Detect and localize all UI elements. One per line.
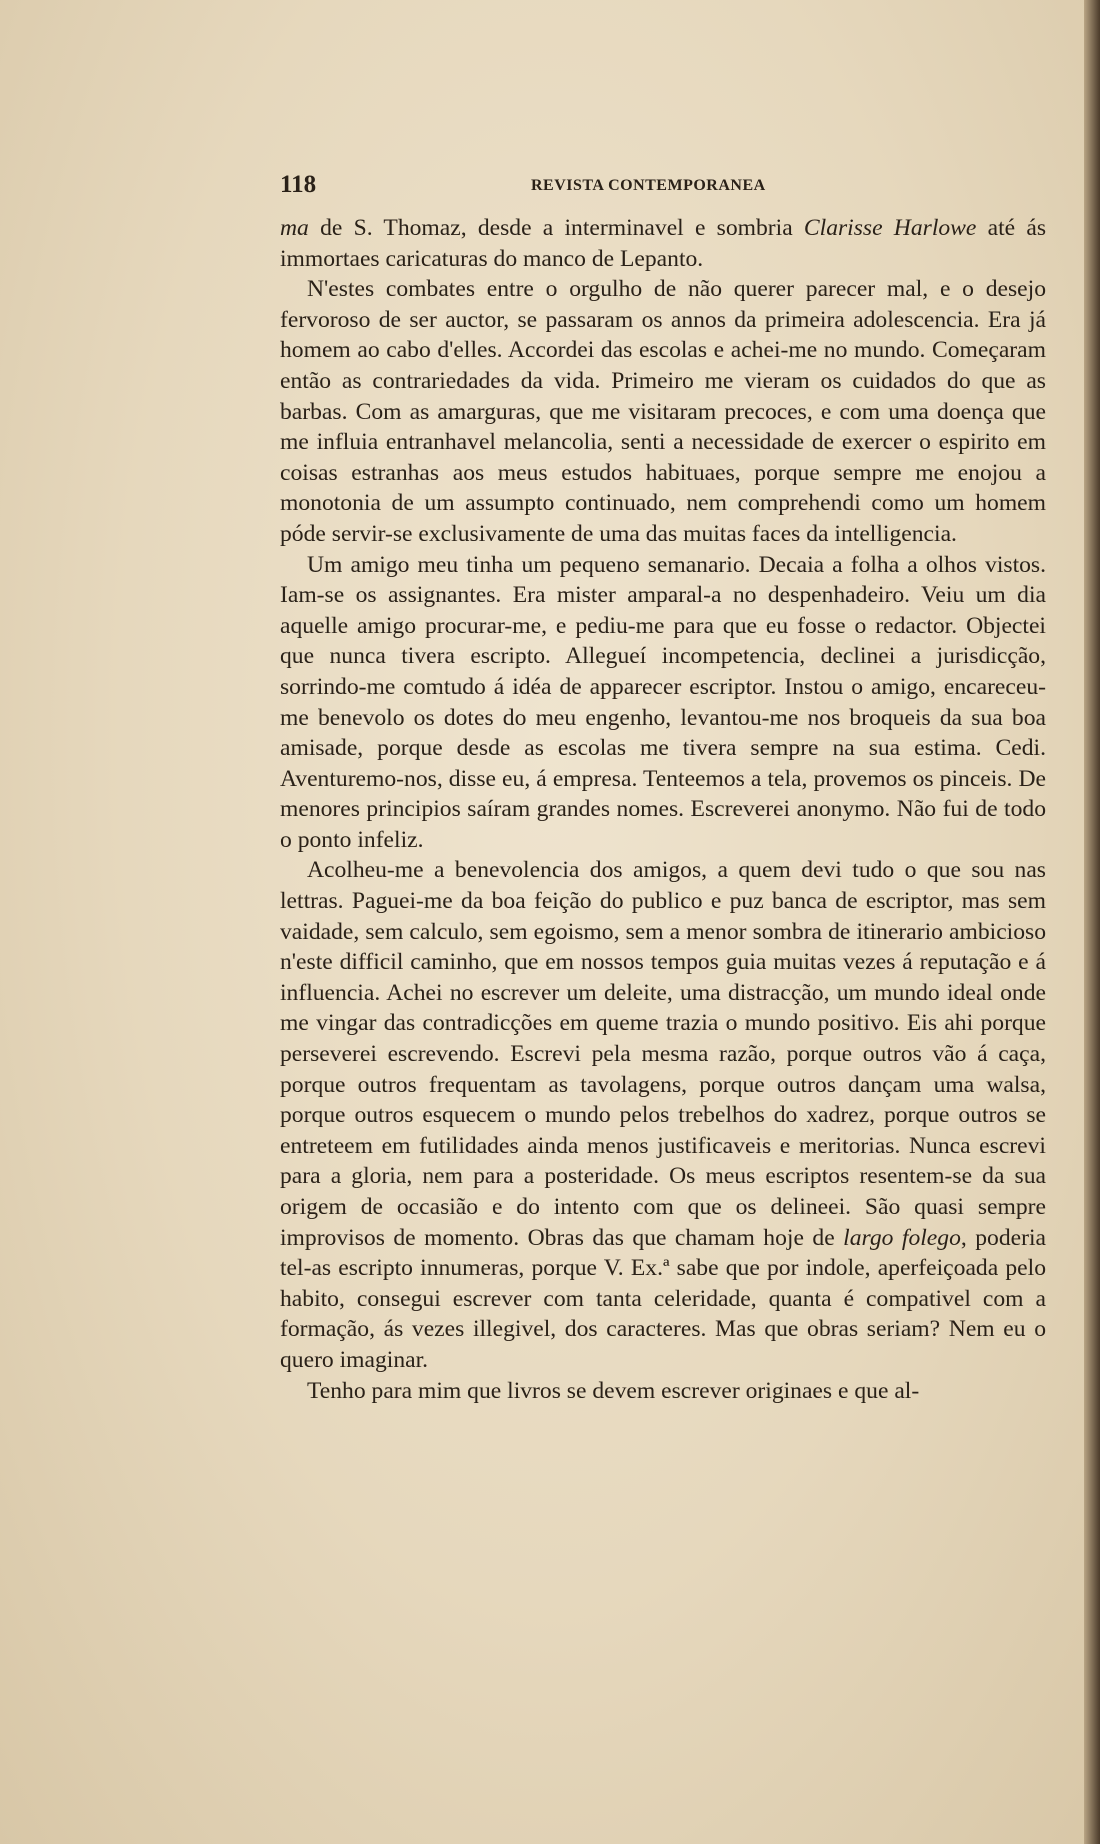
text-run: até ás immortaes caricaturas do manco de Lepanto. [280, 215, 1047, 272]
body-text [280, 213, 1046, 1406]
italic-text: Clarisse Harlowe [803, 215, 977, 241]
text-run: Tenho para mim que livros se devem escrever originaes e que al- [307, 1377, 920, 1404]
running-head: REVISTA CONTEMPORANEA [531, 177, 766, 194]
paragraph [280, 274, 1046, 549]
italic-text: ma [280, 215, 309, 241]
text-run: Um amigo meu tinha um pequeno semanario. Decaia a folha a olhos vistos. Iam-se os assignantes. Era mister amparal-a no despenhadeiro. Veiu um dia aquelle amigo procurar-me, e pediu-me para que eu fosse o redactor. Objectei que nunca tivera escripto. Allegueí incompetencia, declinei a jurisdicção, sorrindo-me comtudo á idéa de apparecer escriptor. Instou o amigo, encareceu-me benevolo os dotes do meu engenho, levantou-me nos broqueis da sua boa amisade, porque desde as escolas me tivera sempre na sua estima. Cedi. Aventuremo-nos, disse eu, á empresa. Tenteemos a tela, provemos os pinceis. De menores principios saíram grandes nomes. Escreverei anonymo. Não fui de todo o ponto infeliz. [280, 551, 1046, 853]
text-run: de S. Thomaz, desde a interminavel e sombria [308, 215, 804, 241]
page-edge [1084, 0, 1100, 1844]
paragraph [280, 213, 1046, 274]
page-number: 118 [280, 171, 317, 198]
paragraph [280, 1376, 1046, 1407]
paragraph [280, 855, 1046, 1375]
italic-text: largo folego [843, 1224, 961, 1251]
text-run: Acolheu-me a benevolencia dos amigos, a quem devi tudo o que sou nas lettras. Paguei-me da boa feição do publico e puz banca de escriptor, mas sem vaidade, sem calculo, sem egoismo, sem a menor sombra de itinerario ambicioso n'este difficil caminho, que em nossos tempos guia muitas vezes á reputação e á influencia. Achei no escrever um deleite, uma distracção, um mundo ideal onde me vingar das contradicções em queme trazia o mundo positivo. Eis ahi porque perseverei escrevendo. Escrevi pela mesma razão, porque outros vão á caça, porque outros frequentam as tavolagens, porque outros dançam uma walsa, porque outros esquecem o mundo pelos trebelhos do xadrez, porque outros se entreteem em futilidades ainda menos justificaveis e meritorias. Nunca escrevi para a gloria, nem para a posteridade. Os meus escriptos resentem-se da sua origem de occasião e do intento com que os delineei. São quasi sempre improvisos de momento. Obras das que chamam hoje de [280, 857, 1046, 1251]
text-run: N'estes combates entre o orgulho de não querer parecer mal, e o desejo fervoroso de ser auctor, se passaram os annos da primeira adolescencia. Era já homem ao cabo d'elles. Accordei das escolas e achei-me no mundo. Começaram então as contrariedades da vida. Primeiro me vieram os cuidados do que as barbas. Com as amarguras, que me visitaram precoces, e com uma doença que me influia entranhavel melancolia, senti a necessidade de exercer o espirito em coisas estranhas aos meus estudos habituaes, porque sempre me enojou a monotonia de um assumpto continuado, nem comprehendi como um homem póde servir-se exclusivamente de uma das muitas faces da intelligencia. [280, 276, 1046, 547]
paragraph [280, 550, 1046, 856]
text-run: , poderia tel-as escripto innumeras, porque V. Ex.ª sabe que por indole, aperfeiçoada pelo habito, consegui escrever com tanta celeridade, quanta é compativel com a formação, ás vezes illegivel, dos caracteres. Mas que obras seriam? Nem eu o quero imaginar. [280, 1224, 1047, 1373]
page-header [280, 172, 1046, 198]
